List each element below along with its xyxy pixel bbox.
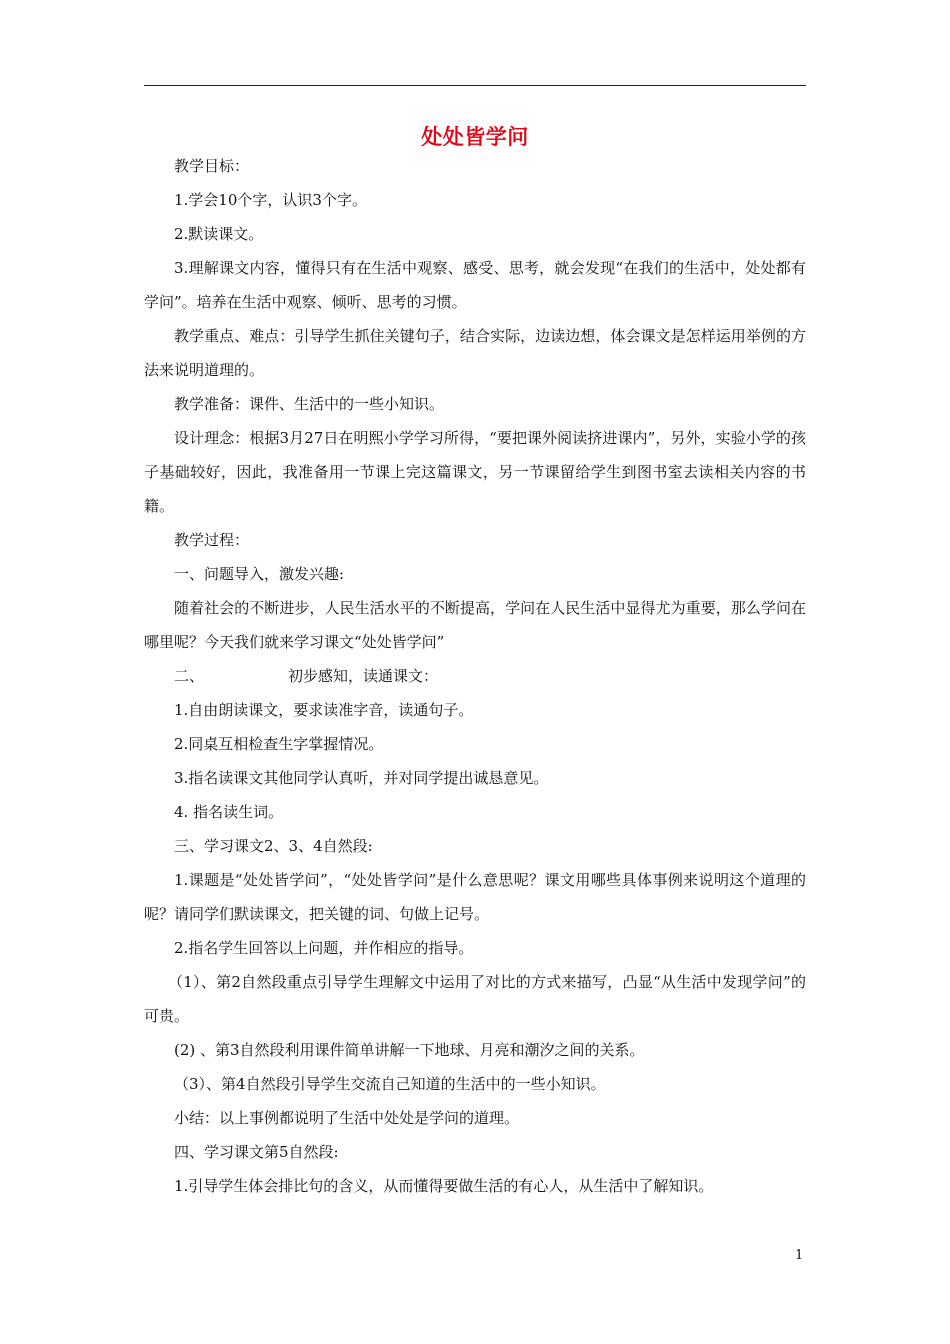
step-heading-2-text: 初步感知，读通课文： [288, 667, 439, 685]
design-concept-paragraph: 设计理念：根据3月27日在明熙小学学习所得，“要把课外阅读挤进课内”，另外，实验小学的孩子基础较好，因此，我准备用一节课上完这篇课文，另一节课留给学生到图书室去读相关内容的书籍。 [144, 429, 806, 515]
step-heading-1: 一、问题导入，激发兴趣: [174, 565, 345, 583]
step-2-item-3: 3.指名读课文其他同学认真听，并对同学提出诚恳意见。 [174, 769, 549, 787]
step-3-subitem-2: (2) 、第3自然段利用课件简单讲解一下地球、月亮和潮汐之间的关系。 [174, 1041, 645, 1059]
header-rule [144, 85, 806, 86]
section-heading-process: 教学过程： [174, 531, 250, 549]
step-heading-2-number: 二、 [174, 667, 205, 685]
preparation-paragraph: 教学准备：课件、生活中的一些小知识。 [174, 395, 445, 413]
step-heading-4: 四、学习课文第5自然段: [174, 1143, 339, 1161]
goal-item-2: 2.默读课文。 [174, 225, 264, 243]
goal-item-3: 3.理解课文内容，懂得只有在生活中观察、感受、思考，就会发现“在我们的生活中，处处都有学问”。培养在生活中观察、倾听、思考的习惯。 [144, 259, 806, 311]
summary-paragraph: 小结：以上事例都说明了生活中处处是学问的道理。 [174, 1109, 520, 1127]
key-points-paragraph: 教学重点、难点：引导学生抓住关键句子，结合实际，边读边想，体会课文是怎样运用举例的方法来说明道理的。 [144, 327, 806, 379]
document-body [144, 149, 806, 1203]
section-heading-goals: 教学目标： [174, 157, 250, 175]
step-4-item-1: 1.引导学生体会排比句的含义，从而懂得要做生活的有心人，从生活中了解知识。 [174, 1177, 714, 1195]
step-3-subitem-1: （1）、第2自然段重点引导学生理解文中运用了对比的方式来描写，凸显“从生活中发现学问”的可贵。 [144, 973, 806, 1025]
step-2-item-4: 4. 指名读生词。 [174, 803, 284, 821]
step-heading-3: 三、学习课文2、3、4自然段: [174, 837, 373, 855]
step-3-item-1: 1.课题是“处处皆学问”，“处处皆学问”是什么意思呢？课文用哪些具体事例来说明这个道理的呢？请同学们默读课文，把关键的词、句做上记号。 [144, 871, 806, 923]
page-number: 1 [795, 1248, 804, 1263]
step-2-item-2: 2.同桌互相检查生字掌握情况。 [174, 735, 384, 753]
step-3-subitem-3: （3）、第4自然段引导学生交流自己知道的生活中的一些小知识。 [174, 1075, 606, 1093]
goal-item-1: 1.学会10个字，认识3个字。 [174, 191, 367, 209]
step-2-item-1: 1.自由朗读课文，要求读准字音，读通句子。 [174, 701, 474, 719]
step-3-item-2: 2.指名学生回答以上问题，并作相应的指导。 [174, 939, 474, 957]
step-heading-2 [144, 659, 806, 693]
page-title: 处处皆学问 [421, 125, 529, 149]
step-1-text: 随着社会的不断进步，人民生活水平的不断提高，学问在人民生活中显得尤为重要，那么学问在哪里呢？今天我们就来学习课文“处处皆学问” [144, 599, 806, 651]
